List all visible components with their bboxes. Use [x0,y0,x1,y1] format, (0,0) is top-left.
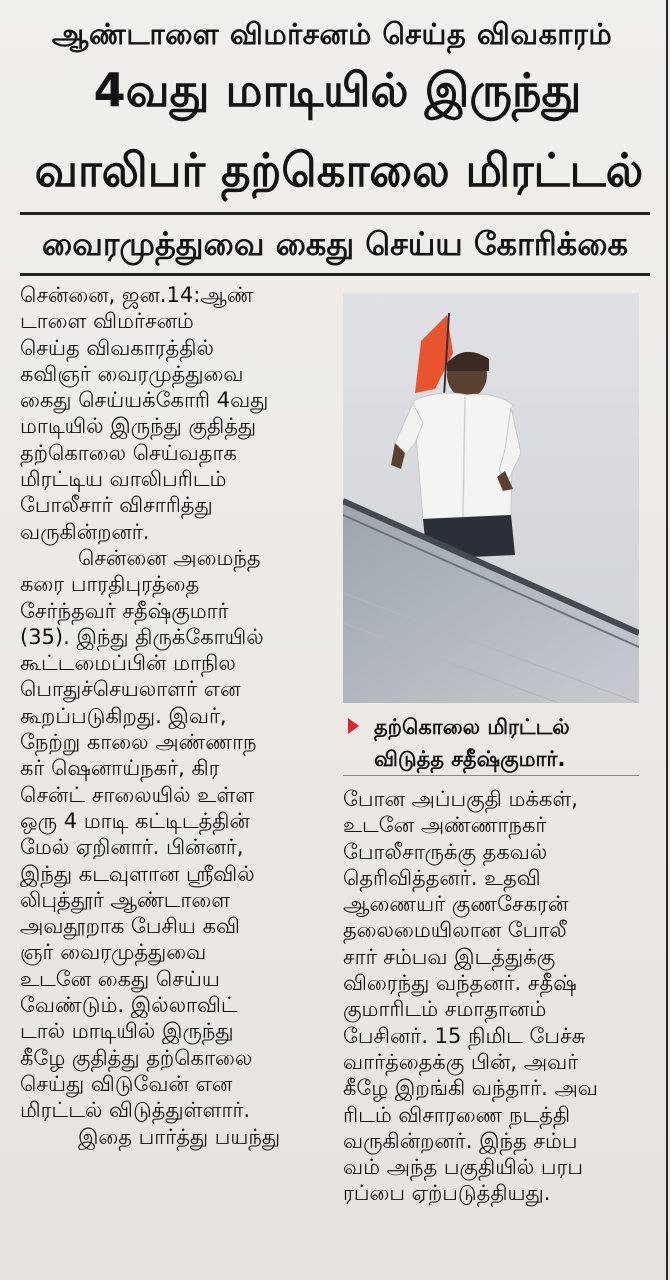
article-text-line: செய்து விடுவேன் என [20,1071,233,1096]
article-text-line: போலீசார் விசாரித்து [20,493,213,518]
article-text-line: இந்து கடவுளான ஸ்ரீவில் [20,861,255,886]
article-text-line: செய்த விவகாரத்தில் [20,335,214,360]
article-text-line: மேல் ஏறினார். பின்னர், [20,835,244,860]
article-text-line: கைது செய்யக்கோரி 4வது [20,388,269,413]
headline-line-2: வாலிபர் தற்கொலை மிரட்டல் [34,143,644,197]
article-text-line: டால் மாடியில் இருந்து [20,1019,234,1044]
article-text-line: கரை பாரதிபுரத்தை [20,572,200,597]
article-text-line: கர் ஷெனாய்நகர், கிர [20,756,220,781]
article-text-line: வம் அந்த பகுதியில் பரப [343,1155,583,1180]
article-text-line: கீழே இறங்கி வந்தார். அவ [343,1076,598,1101]
article-text-line: நேற்று காலை அண்ணாந [20,730,257,755]
headline-line-1: 4வது மாடியில் இருந்து [93,63,582,117]
article-text-line: வேண்டும். இல்லாவிட் [20,993,238,1018]
article-text-line: (35). இந்து திருக்கோயில் [20,624,264,649]
article-text-line: ஆணையர் குணசேகரன் [343,892,569,917]
article-text-line: வருகின்றனர். [20,519,150,544]
article-text-line: லிபுத்தூர் ஆண்டாளை [20,887,231,912]
man-on-rooftop-photo [343,293,639,703]
article-text-line: ரிடம் விசாரணை நடத்தி [343,1102,571,1127]
article-text-line: பொதுச்செயலாளர் என [20,677,241,702]
article-text-line: சார் சம்பவ இடத்துக்கு [343,944,556,969]
article-text-line: சேர்ந்தவர் சதீஷ்குமார் [20,598,229,623]
article-text-line: கூட்டமைப்பின் மாநில [20,651,236,676]
article-text-line: ரப்பை ஏற்படுத்தியது. [343,1181,551,1206]
article-text-line: வார்த்தைக்கு பின், அவர் [343,1049,579,1074]
article-text-line: போலீசாருக்கு தகவல் [343,839,548,864]
article-text-line: போன அப்பகுதி மக்கள், [343,787,578,811]
article-text-line: கூறப்படுகிறது. இவர், [20,703,227,728]
article-text-line: தலைமையிலான போலீ [343,918,567,943]
article-text-line: மாடியில் இருந்து குதித்து [20,414,257,439]
article-text-line: உடனே அண்ணாநகர் [343,813,547,838]
subheadline: வைரமுத்துவை கைது செய்ய கோரிக்கை [20,212,650,276]
article-text-line: தெரிவித்தனர். உதவி [343,865,541,890]
overline: ஆண்டாளை விமர்சனம் செய்த விவகாரம் [51,17,613,51]
caption-marker-icon [348,718,359,734]
article-right-column [343,786,648,1207]
article-text-line: தற்கொலை செய்வதாக [20,440,237,465]
column-rule [666,0,668,1280]
article-text-line: மிரட்டிய வாலிபரிடம் [20,467,227,492]
article-text-line: சென்னை அமைந்த [78,545,261,570]
article-text-line: இதை பார்த்து பயந்து [78,1124,281,1149]
news-photo [343,293,639,703]
article-text-line: அவதூறாக பேசிய கவி [20,914,240,939]
article-text-line: டாளை விமர்சனம் [20,309,194,334]
article-text-line: மிரட்டல் விடுத்துள்ளார். [20,1098,251,1123]
article-text-line: கீழே குதித்து தற்கொலை [20,1045,253,1070]
article-text-line: கவிஞர் வைரமுத்துவை [20,361,244,386]
article-text-line: ஒரு 4 மாடி கட்டிடத்தின் [20,808,250,833]
caption-divider [343,775,639,776]
article-text-line: ஞர் வைரமுத்துவை [20,940,207,965]
article-text-line: குமாரிடம் சமாதானம் [343,997,547,1022]
article-text-line: விரைந்து வந்தனர். சதீஷ் [343,971,577,996]
article-text-line: பேசினர். 15 நிமிட பேச்சு [343,1023,586,1048]
article-text-line: சென்ட் சாலையில் உள்ள [20,782,255,807]
photo-caption-line-2: விடுத்த சதீஷ்குமார். [374,747,566,771]
photo-caption-line-1: தற்கொலை மிரட்டல் [374,715,570,739]
article-text-line: சென்னை, ஜன.14:ஆண் [20,283,254,307]
article-text-line: உடனே கைது செய்ய [20,966,220,991]
article-left-column [20,282,335,1150]
article-text-line: வருகின்றனர். இந்த சம்ப [343,1128,578,1153]
